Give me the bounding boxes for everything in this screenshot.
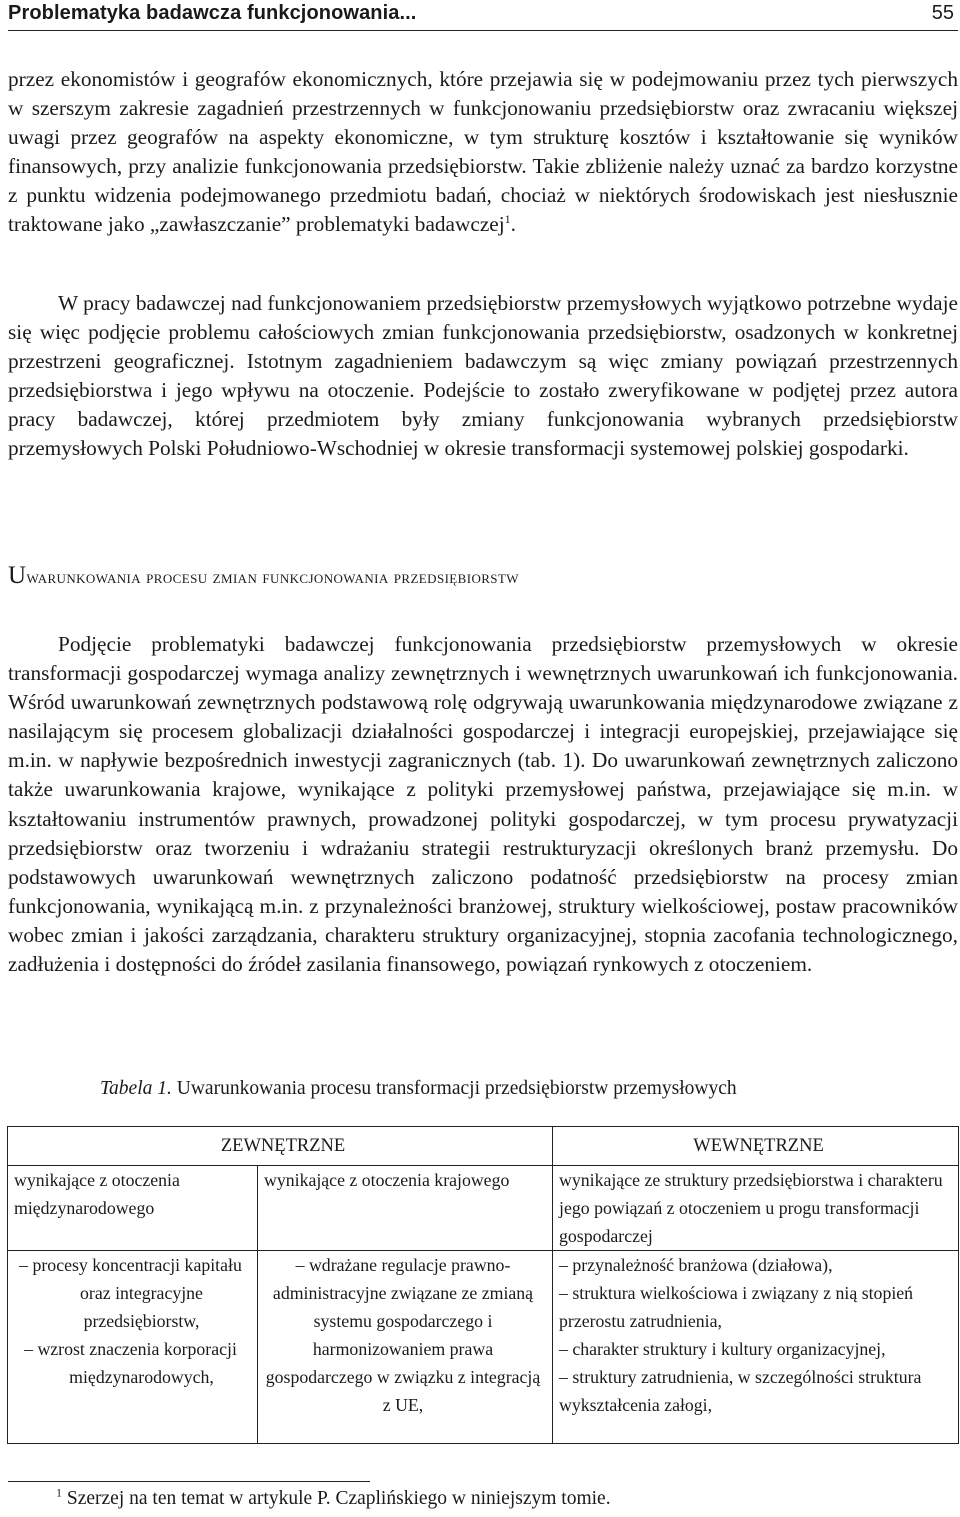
body-paragraph-2: W pracy badawczej nad funkcjonowaniem przedsiębiorstw przemysłowych wyjątkowo potrzebne wydaje się więc podjęcie problemu całościowych zmian funkcjonowania przedsiębiorstw, osadzonych w konkretnej przestrzeni geograficznej. Istotnym zagadnieniem badawczym są więc zmiany powiązań przestrzennych przedsiębiorstwa i jego wpływu na otoczenie. Podejście to zostało zweryfikowane w podjętej przez autora pracy badawczej, której przedmiotem były zmiany funkcjonowania wybranych przedsiębiorstw przemysłowych Polski Południowo-Wschodniej w okresie transformacji systemowej polskiej gospodarki. xyxy=(8,291,958,461)
page-number: 55 xyxy=(931,2,954,24)
table-caption-text: Uwarunkowania procesu transformacji przedsiębiorstw przemysłowych xyxy=(171,1078,737,1099)
list-item: – struktury zatrudnienia, w szczególności struktura wykształcenia załogi, xyxy=(559,1367,922,1415)
list-item: – struktura wielkościowa i związany z nią stopień przerostu zatrudnienia, xyxy=(559,1283,914,1331)
subheader-enterprise: wynikające ze struktury przedsiębiorstwa i charakteru jego powiązań z otoczeniem u progu transformacji gospodarczej xyxy=(553,1166,959,1251)
footnote-text: Szerzej na ten temat w artykule P. Czaplińskiego w niniejszym tomie. xyxy=(62,1488,611,1509)
group-header-internal: WEWNĘTRZNE xyxy=(553,1127,959,1166)
cell-international xyxy=(8,1251,258,1444)
list-enterprise xyxy=(559,1251,958,1419)
footnote xyxy=(56,1485,611,1510)
cell-national xyxy=(258,1251,553,1444)
section-heading-initial: U xyxy=(8,562,27,589)
subheader-national: wynikające z otoczenia krajowego xyxy=(258,1166,553,1251)
table-row xyxy=(8,1251,959,1444)
running-header xyxy=(8,0,958,31)
body-paragraph-1 xyxy=(8,65,958,240)
list-national xyxy=(264,1251,552,1419)
group-header-external: ZEWNĘTRZNE xyxy=(8,1127,553,1166)
footnote-number: 1 xyxy=(56,1485,62,1500)
footnote-divider xyxy=(8,1481,370,1482)
list-international xyxy=(14,1251,257,1391)
paragraph-end: . xyxy=(510,212,516,237)
section-heading-rest: warunkowania procesu zmian funkcjonowania przedsiębiorstw xyxy=(26,567,519,588)
table-group-header-row xyxy=(8,1127,959,1166)
list-item: – wzrost znaczenia korporacji międzynarodowych, xyxy=(24,1339,237,1387)
table-subheader-row xyxy=(8,1166,959,1251)
table-caption xyxy=(100,1078,737,1100)
cell-enterprise xyxy=(553,1251,959,1444)
conditions-table xyxy=(7,1126,959,1444)
footnote-reference[interactable]: 1 xyxy=(504,212,511,227)
list-item: – przynależność branżowa (działowa), xyxy=(559,1255,833,1275)
list-item: – charakter struktury i kultury organizacyjnej, xyxy=(559,1339,886,1359)
paragraph-text: przez ekonomistów i geografów ekonomicznych, które przejawia się w podejmowaniu przez tych pierwszych w szerszym zakresie zagadnień przestrzennych w funkcjonowaniu przedsiębiorstw oraz zwracaniu większej uwagi przez geografów na aspekty ekonomiczne, w tym strukturę kosztów i kształtowanie się wyników finansowych, przy analizie funkcjonowania przedsiębiorstw. Takie zbliżenie należy uznać za bardzo korzystne z punktu widzenia podejmowanego przedmiotu badań, chociaż w niektórych środowiskach jest niesłusznie traktowane jako „zawłaszczanie” problematyki badawczej xyxy=(8,67,958,237)
subheader-international: wynikające z otoczenia międzynarodowego xyxy=(8,1166,258,1251)
running-title: Problematyka badawcza funkcjonowania... xyxy=(8,2,417,24)
list-item: – wdrażane regulacje prawno-administracyjne związane ze zmianą systemu gospodarczego i harmonizowaniem prawa gospodarczego w związku z integracją z UE, xyxy=(265,1255,541,1415)
table-caption-label: Tabela 1. xyxy=(100,1078,172,1099)
body-paragraph-3: Podjęcie problematyki badawczej funkcjonowania przedsiębiorstw przemysłowych w okresie transformacji gospodarczej wymaga analizy zewnętrznych i wewnętrznych uwarunkowań ich funkcjonowania. Wśród uwarunkowań zewnętrznych podstawową rolę odgrywają uwarunkowania międzynarodowe związane z nasilającym się procesem globalizacji działalności gospodarczej i integracji europejskiej, przejawiające się m.in. w napływie bezpośrednich inwestycji zagranicznych (tab. 1). Do uwarunkowań zewnętrznych zaliczono także uwarunkowania krajowe, wynikające z polityki przemysłowej państwa, przejawiające się m.in. w kształtowaniu instrumentów prawnych, prowadzonej polityki gospodarczej, w tym procesu prywatyzacji przedsiębiorstw oraz tworzeniu i wdrażaniu strategii restrukturyzacji określonych branż przemysłu. Do podstawowych uwarunkowań wewnętrznych zaliczono podatność przedsiębiorstw na procesy zmian funkcjonowania, wynikającą m.in. z przynależności branżowej, struktury wielkościowej, postaw pracowników wobec zmian i jakości zarządzania, charakteru struktury organizacyjnej, stopnia zacofania technologicznego, zadłużenia i dostępności do źródeł zasilania finansowego, powiązań rynkowych z otoczeniem. xyxy=(8,632,958,977)
list-item: – procesy koncentracji kapitału oraz integracyjne przedsiębiorstw, xyxy=(19,1255,242,1331)
section-heading xyxy=(8,562,519,590)
